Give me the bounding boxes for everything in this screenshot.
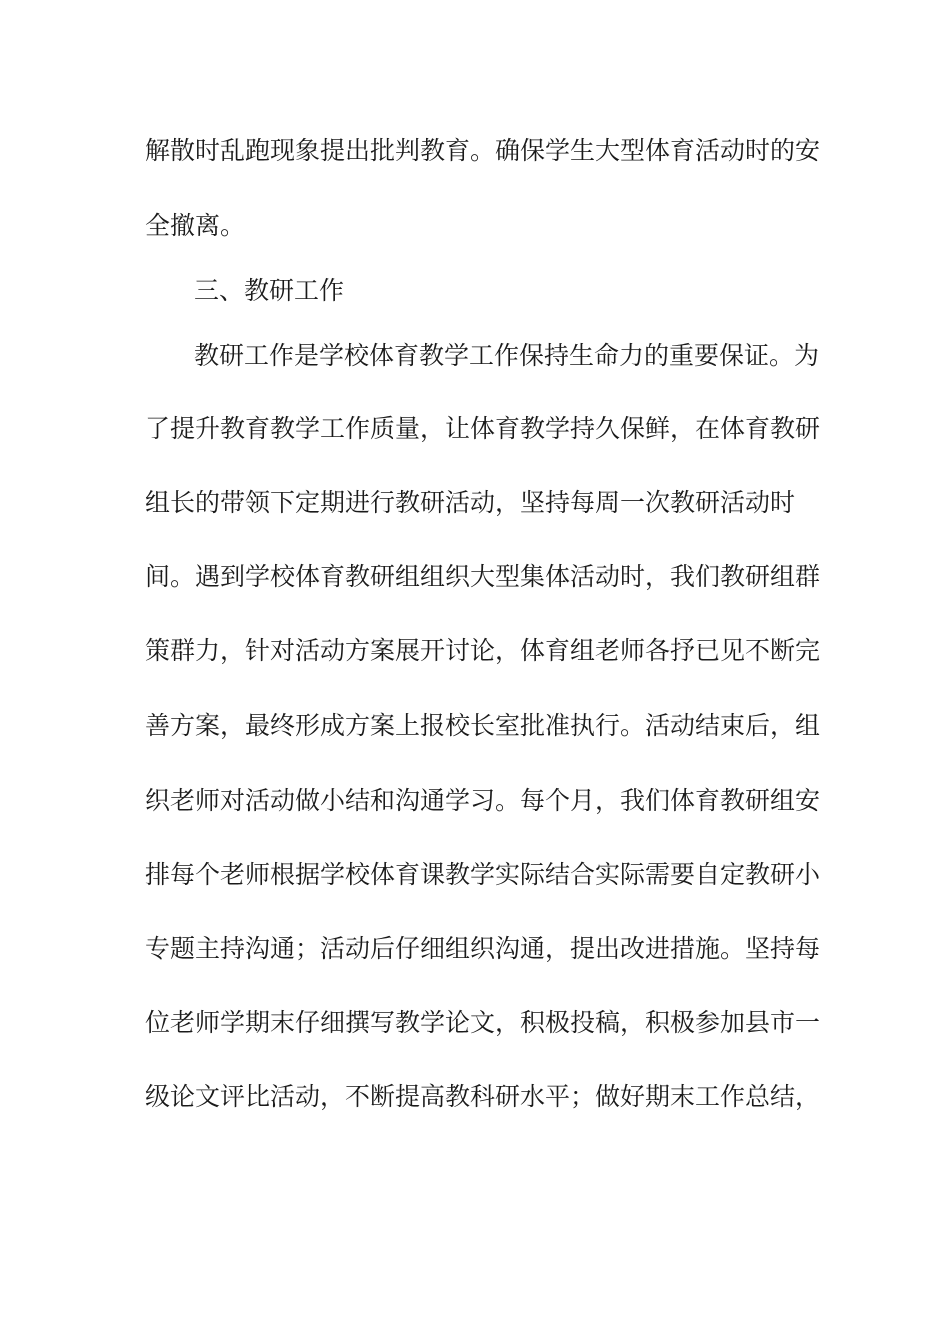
body-text-line: 间。遇到学校体育教研组组织大型集体活动时，我们教研组群 (145, 562, 821, 591)
body-text-line: 解散时乱跑现象提出批判教育。确保学生大型体育活动时的安 (145, 136, 821, 165)
body-text-line: 了提升教育教学工作质量，让体育教学持久保鲜，在体育教研 (145, 414, 821, 443)
body-text-line: 位老师学期末仔细撰写教学论文，积极投稿，积极参加县市一 (145, 1008, 821, 1037)
section-heading: 三、教研工作 (194, 276, 345, 305)
body-text-line: 专题主持沟通；活动后仔细组织沟通，提出改进措施。坚持每 (145, 934, 821, 963)
body-text-line: 级论文评比活动，不断提高教科研水平；做好期末工作总结， (145, 1082, 821, 1111)
body-text-line: 教研工作是学校体育教学工作保持生命力的重要保证。为 (194, 341, 820, 370)
body-text-line: 织老师对活动做小结和沟通学习。每个月，我们体育教研组安 (145, 786, 821, 815)
body-text-line: 全撤离。 (145, 211, 246, 240)
body-text-line: 组长的带领下定期进行教研活动，坚持每周一次教研活动时 (145, 488, 796, 517)
body-text-line: 善方案，最终形成方案上报校长室批准执行。活动结束后，组 (145, 711, 821, 740)
body-text-line: 策群力，针对活动方案展开讨论，体育组老师各抒已见不断完 (145, 636, 821, 665)
body-text-line: 排每个老师根据学校体育课教学实际结合实际需要自定教研小 (145, 860, 821, 889)
